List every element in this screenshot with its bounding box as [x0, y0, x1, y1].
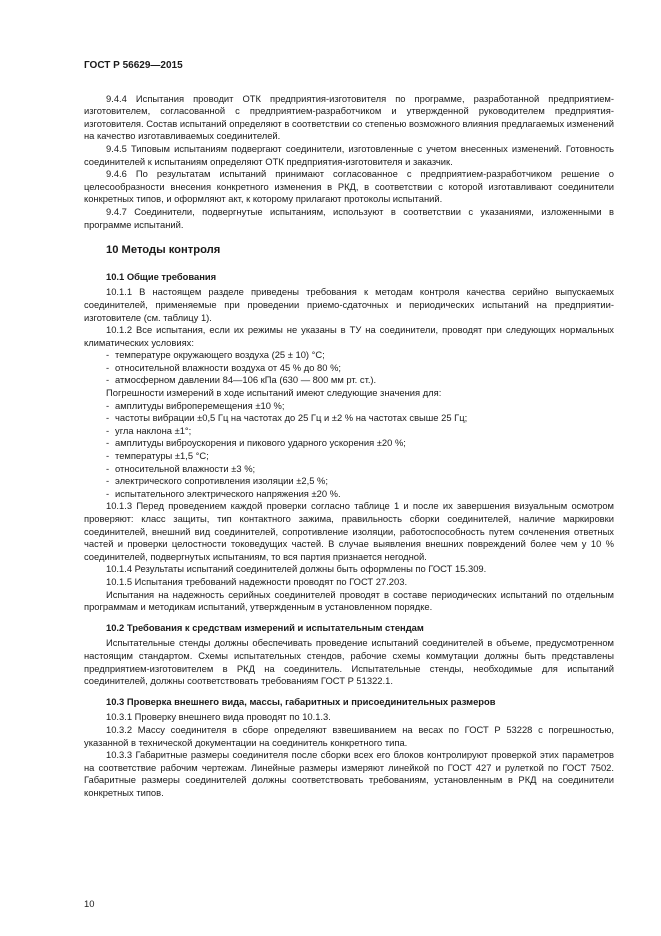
- list-item: - угла наклона ±1°;: [106, 425, 614, 438]
- list-item: - атмосферном давлении 84—106 кПа (630 — 800 мм рт. ст.).: [106, 374, 614, 387]
- paragraph-9-4-5: 9.4.5 Типовым испытаниям подвергают соединители, изготовленные с учетом внесенных изменений. Готовность соединителей к испытаниям определяют ОТК предприятия-изготовителя и заказчик.: [84, 142, 614, 167]
- list-item: - относительной влажности воздуха от 45 % до 80 %;: [106, 362, 614, 375]
- subsection-10-1-title: 10.1 Общие требования: [106, 270, 217, 282]
- paragraph-10-1-5: 10.1.5 Испытания требований надежности проводят по ГОСТ 27.203.: [106, 575, 408, 587]
- climate-conditions-list: [84, 349, 614, 387]
- paragraph-9-4-6: 9.4.6 По результатам испытаний принимают согласованное с предприятием-разработчиком решение о целесообразности внесения конкретного изменения в РКД, в соответствии с которой изготавливают соединители конкретных типов, и оформляют акт, к которому прилагают протоколы испытаний.: [84, 168, 614, 205]
- paragraph-errors-intro: Погрешности измерений в ходе испытаний имеют следующие значения для:: [106, 387, 442, 399]
- list-item: - температуре окружающего воздуха (25 ± 10) °С;: [106, 349, 614, 362]
- paragraph-10-1-2: 10.1.2 Все испытания, если их режимы не указаны в ТУ на соединители, проводят при следующих нормальных климатических условиях:: [84, 324, 614, 348]
- paragraph-10-3-3: 10.3.3 Габаритные размеры соединителя после сборки всех его блоков контролируют проверкой этих параметров на соответствие рабочим чертежам. Линейные размеры измеряют линейкой по ГОСТ 427 и рулеткой по ГОСТ 7502. Габаритные размеры соединителей должны соответствовать требованиям, установленным в РКД на соединители конкретных типов.: [84, 749, 614, 798]
- paragraph-reliability: Испытания на надежность серийных соединителей проводят в составе периодических испытаний по отдельным программам и методикам испытаний, утвержденным в установленном порядке.: [84, 588, 614, 613]
- list-item: - частоты вибрации ±0,5 Гц на частотах до 25 Гц и ±2 % на частотах свыше 25 Гц;: [106, 412, 614, 425]
- list-item: - амплитуды виброускорения и пикового ударного ускорения ±20 %;: [106, 437, 614, 450]
- measurement-errors-list: [84, 400, 614, 501]
- paragraph-9-4-4: 9.4.4 Испытания проводит ОТК предприятия-изготовителя по программе, разработанной предприятием-изготовителем, согласованной с предприятием-разработчиком и утвержденной руководителем предприятия-изготовителя. Состав испытаний определяют в соответствии со степенью возможного влияния предлагаемых изменений на качество изготавливаемых соединителей.: [84, 92, 615, 142]
- paragraph-10-1-3: 10.1.3 Перед проведением каждой проверки согласно таблице 1 и после их завершения визуальным осмотром проверяют: класс защиты, тип контактного зажима, правильность сборки соединителей, наличие маркировки соединителей, внешний вид соединителей, сопротивление изоляции, работоспособность путем сочленения ответных частей и проверки целостности токоведущих частей. В случае выявления внешних повреждений более чем у 10 % соединителей, подвергнутых испытаниям, то вся партия признается негодной.: [84, 500, 614, 562]
- list-item: - электрического сопротивления изоляции ±2,5 %;: [106, 475, 614, 488]
- document-code: ГОСТ Р 56629—2015: [84, 60, 183, 71]
- subsection-10-2-title: 10.2 Требования к средствам измерений и испытательным стендам: [106, 621, 424, 633]
- list-item: - испытательного электрического напряжения ±20 %.: [106, 488, 614, 501]
- document-page: [84, 60, 614, 799]
- section-10-title: 10 Методы контроля: [106, 244, 221, 257]
- paragraph-10-1-4: 10.1.4 Результаты испытаний соединителей должны быть оформлены по ГОСТ 15.309.: [106, 563, 487, 575]
- list-item: - относительной влажности ±3 %;: [106, 463, 614, 476]
- paragraph-10-3-2: 10.3.2 Массу соединителя в сборе определяют взвешиванием на весах по ГОСТ Р 53228 с погрешностью, указанной в технической документации на соединитель конкретного типа.: [84, 723, 614, 748]
- paragraph-10-2: Испытательные стенды должны обеспечивать проведение испытаний соединителей в объеме, предусмотренном настоящим стандартом. Схемы испытательных стендов, рабочие схемы коммутации должны быть представлены предприятием-изготовителем в РКД на соединитель. Испытательные стенды, необходимые для испытаний соединителей, должны соответствовать требованиям ГОСТ Р 51322.1.: [84, 637, 614, 687]
- page-number: 10: [84, 898, 95, 909]
- paragraph-9-4-7: 9.4.7 Соединители, подвергнутые испытаниям, используют в соответствии с указаниями, изложенными в программе испытаний.: [84, 205, 614, 230]
- list-item: - температуры ±1,5 °С;: [106, 450, 614, 463]
- paragraph-10-1-1: 10.1.1 В настоящем разделе приведены требования к методам контроля качества серийно выпускаемых соединителей, применяемые при проведении приемо-сдаточных и периодических испытаний на предприятии-изготовителе (см. таблицу 1).: [84, 286, 614, 323]
- paragraph-10-3-1: 10.3.1 Проверку внешнего вида проводят по 10.1.3.: [106, 711, 331, 723]
- subsection-10-3-title: 10.3 Проверка внешнего вида, массы, габаритных и присоединительных размеров: [106, 695, 496, 707]
- list-item: - амплитуды виброперемещения ±10 %;: [106, 400, 614, 413]
